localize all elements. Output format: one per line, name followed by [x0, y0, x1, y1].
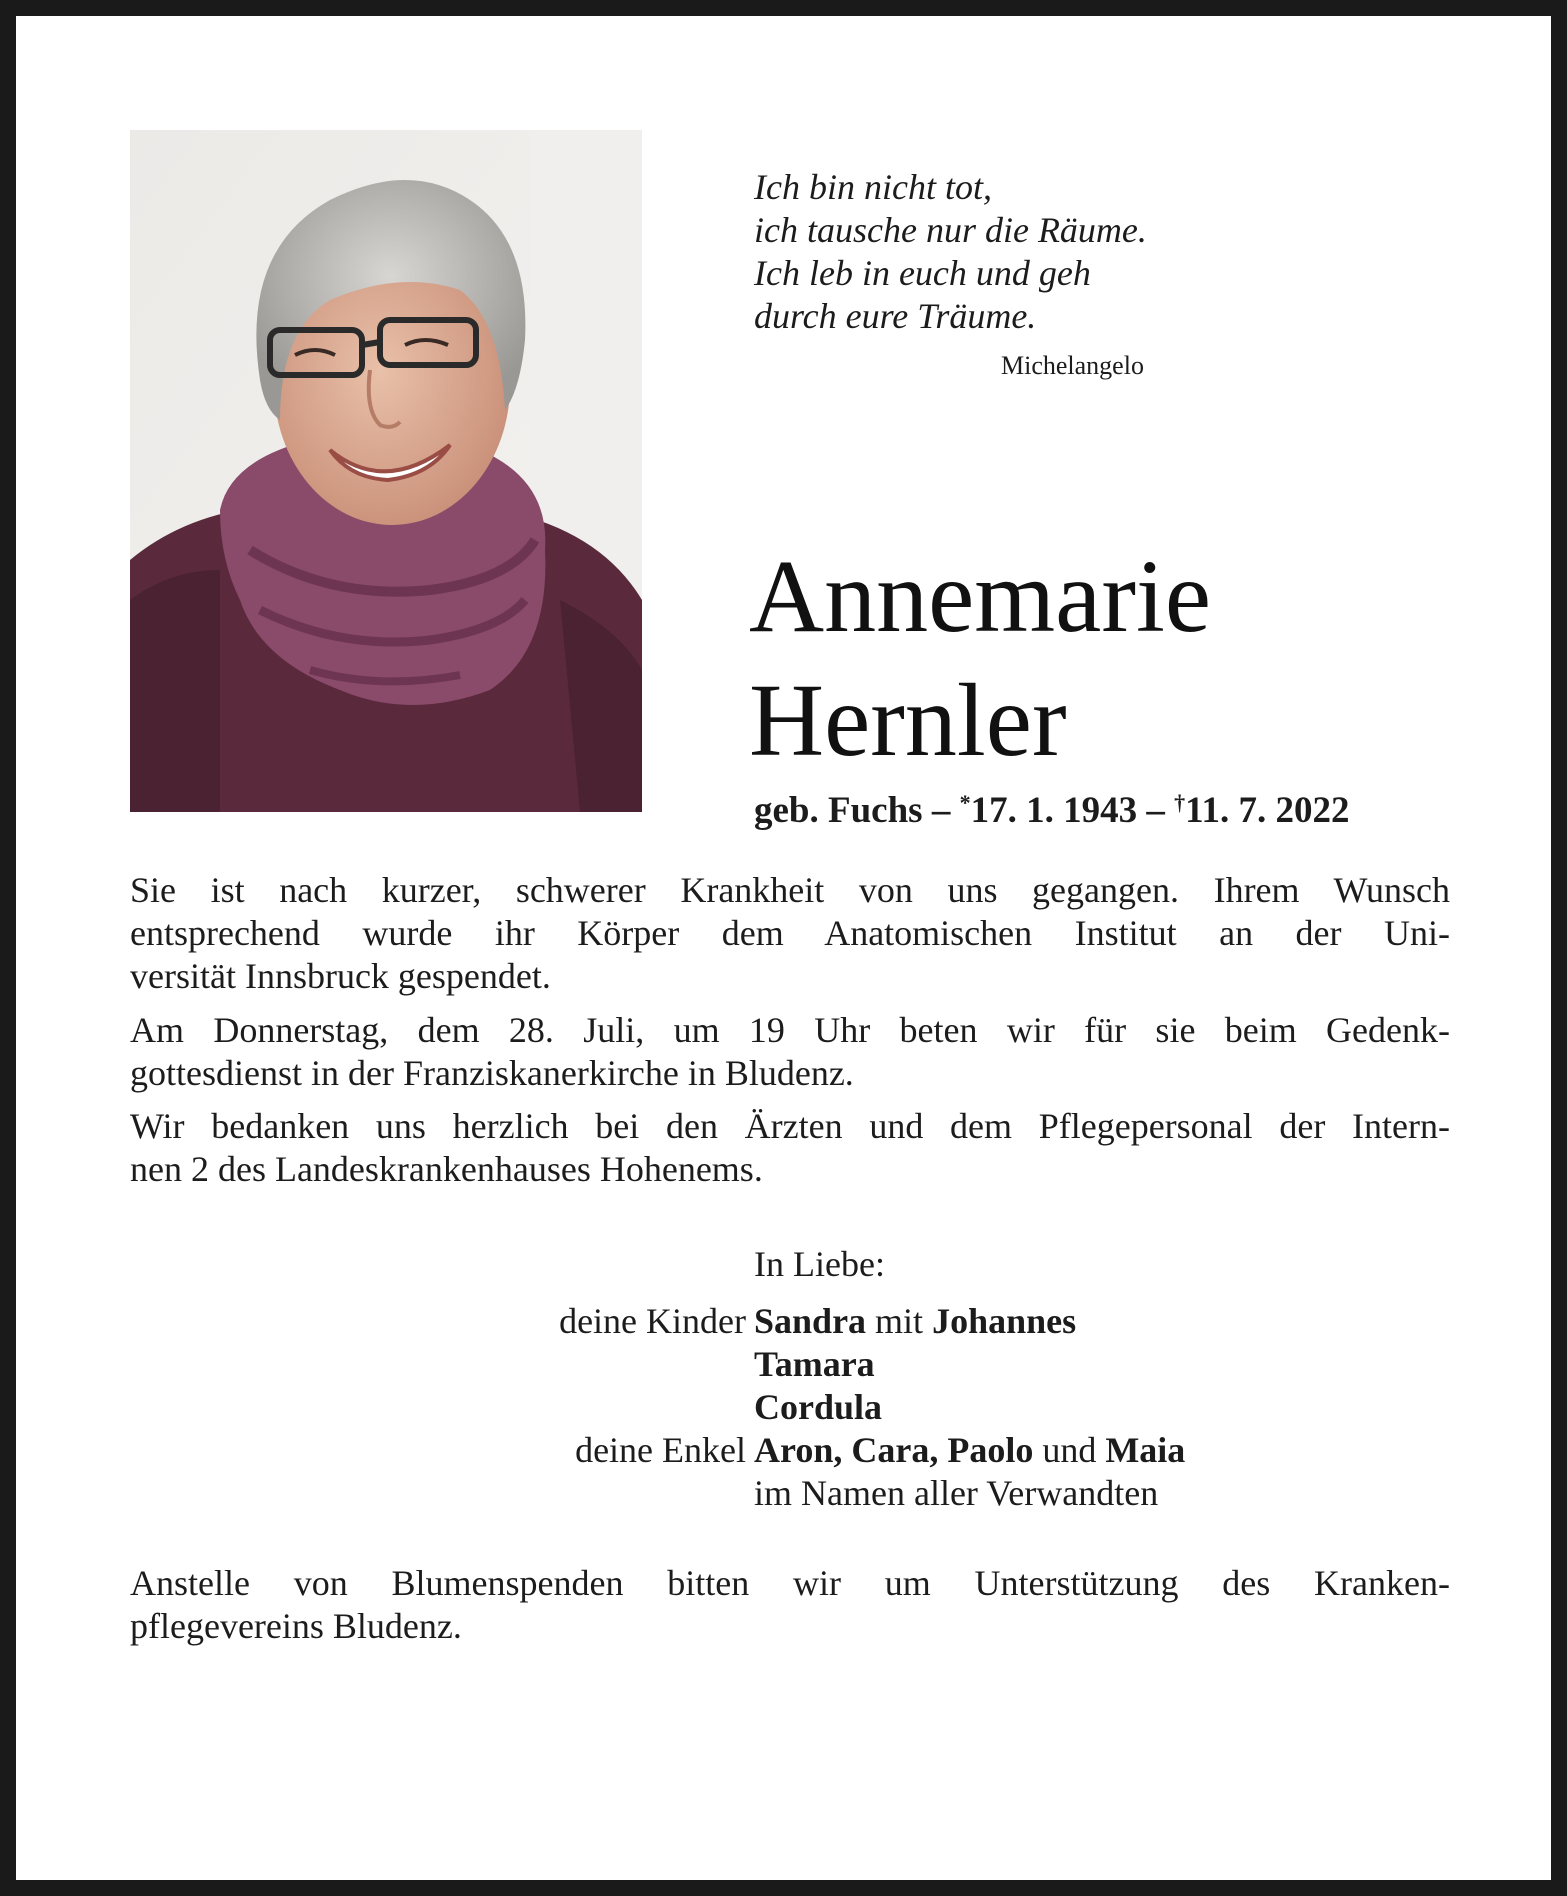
child-name: Cordula [754, 1387, 883, 1427]
birth-death-line [754, 789, 1350, 832]
death-symbol: † [1174, 790, 1186, 815]
relatives-line: im Namen aller Verwandten [754, 1473, 1159, 1513]
children-label: deine Kinder [559, 1301, 746, 1341]
death-date: 11. 7. 2022 [1185, 790, 1350, 831]
paragraph-donations [130, 1562, 1450, 1648]
quote-line: Ich leb in euch und geh [754, 253, 1091, 293]
text-line: gottesdienst in der Franziskanerkirche in Bludenz. [130, 1053, 854, 1093]
first-name: Annemarie [749, 539, 1212, 654]
text-line: entsprechend wurde ihr Körper dem Anatomischen Institut an der Uni- [130, 913, 1450, 953]
birth-name: geb. Fuchs [754, 790, 923, 831]
text-line: versität Innsbruck gespendet. [130, 956, 551, 996]
portrait-image [130, 130, 642, 812]
paragraph-illness [130, 869, 1450, 998]
text-line: nen 2 des Landeskrankenhauses Hohenems. [130, 1149, 763, 1189]
family-intro: In Liebe: [754, 1244, 885, 1284]
portrait-photo [130, 130, 642, 812]
paragraph-thanks [130, 1105, 1450, 1191]
birth-date: 17. 1. 1943 [970, 790, 1138, 831]
text-line: Am Donnerstag, dem 28. Juli, um 19 Uhr beten wir für sie beim Gedenk- [130, 1010, 1450, 1050]
grandchild-name: Maia [1105, 1430, 1186, 1470]
text-line: Anstelle von Blumenspenden bitten wir um Unterstützung des Kranken- [130, 1563, 1450, 1603]
paragraph-service [130, 1009, 1450, 1095]
separator: – [922, 790, 960, 831]
grandchildren-line [754, 1429, 1185, 1472]
conjunction: und [1042, 1430, 1097, 1470]
birth-symbol: * [959, 790, 971, 815]
conjunction: mit [875, 1301, 924, 1341]
children-line-1 [754, 1300, 1076, 1343]
grandchildren-label: deine Enkel [575, 1430, 746, 1470]
text-line: Wir bedanken uns herzlich bei den Ärzten und dem Pflegepersonal der Intern- [130, 1106, 1450, 1146]
quote [754, 166, 1274, 338]
quote-author: Michelangelo [1001, 351, 1144, 380]
partner-name: Johannes [932, 1301, 1077, 1341]
child-name: Tamara [754, 1344, 875, 1384]
separator: – [1137, 790, 1175, 831]
obituary-notice [16, 16, 1551, 1880]
quote-line: Ich bin nicht tot, [754, 167, 992, 207]
text-line: Sie ist nach kurzer, schwerer Krankheit von uns gegangen. Ihrem Wunsch [130, 870, 1450, 910]
quote-line: durch eure Träume. [754, 296, 1037, 336]
grandchildren-names: Aron, Cara, Paolo [754, 1430, 1034, 1470]
quote-line: ich tausche nur die Räume. [754, 210, 1147, 250]
last-name: Hernler [749, 663, 1067, 778]
text-line: pflegevereins Bludenz. [130, 1606, 462, 1646]
child-name: Sandra [754, 1301, 867, 1341]
